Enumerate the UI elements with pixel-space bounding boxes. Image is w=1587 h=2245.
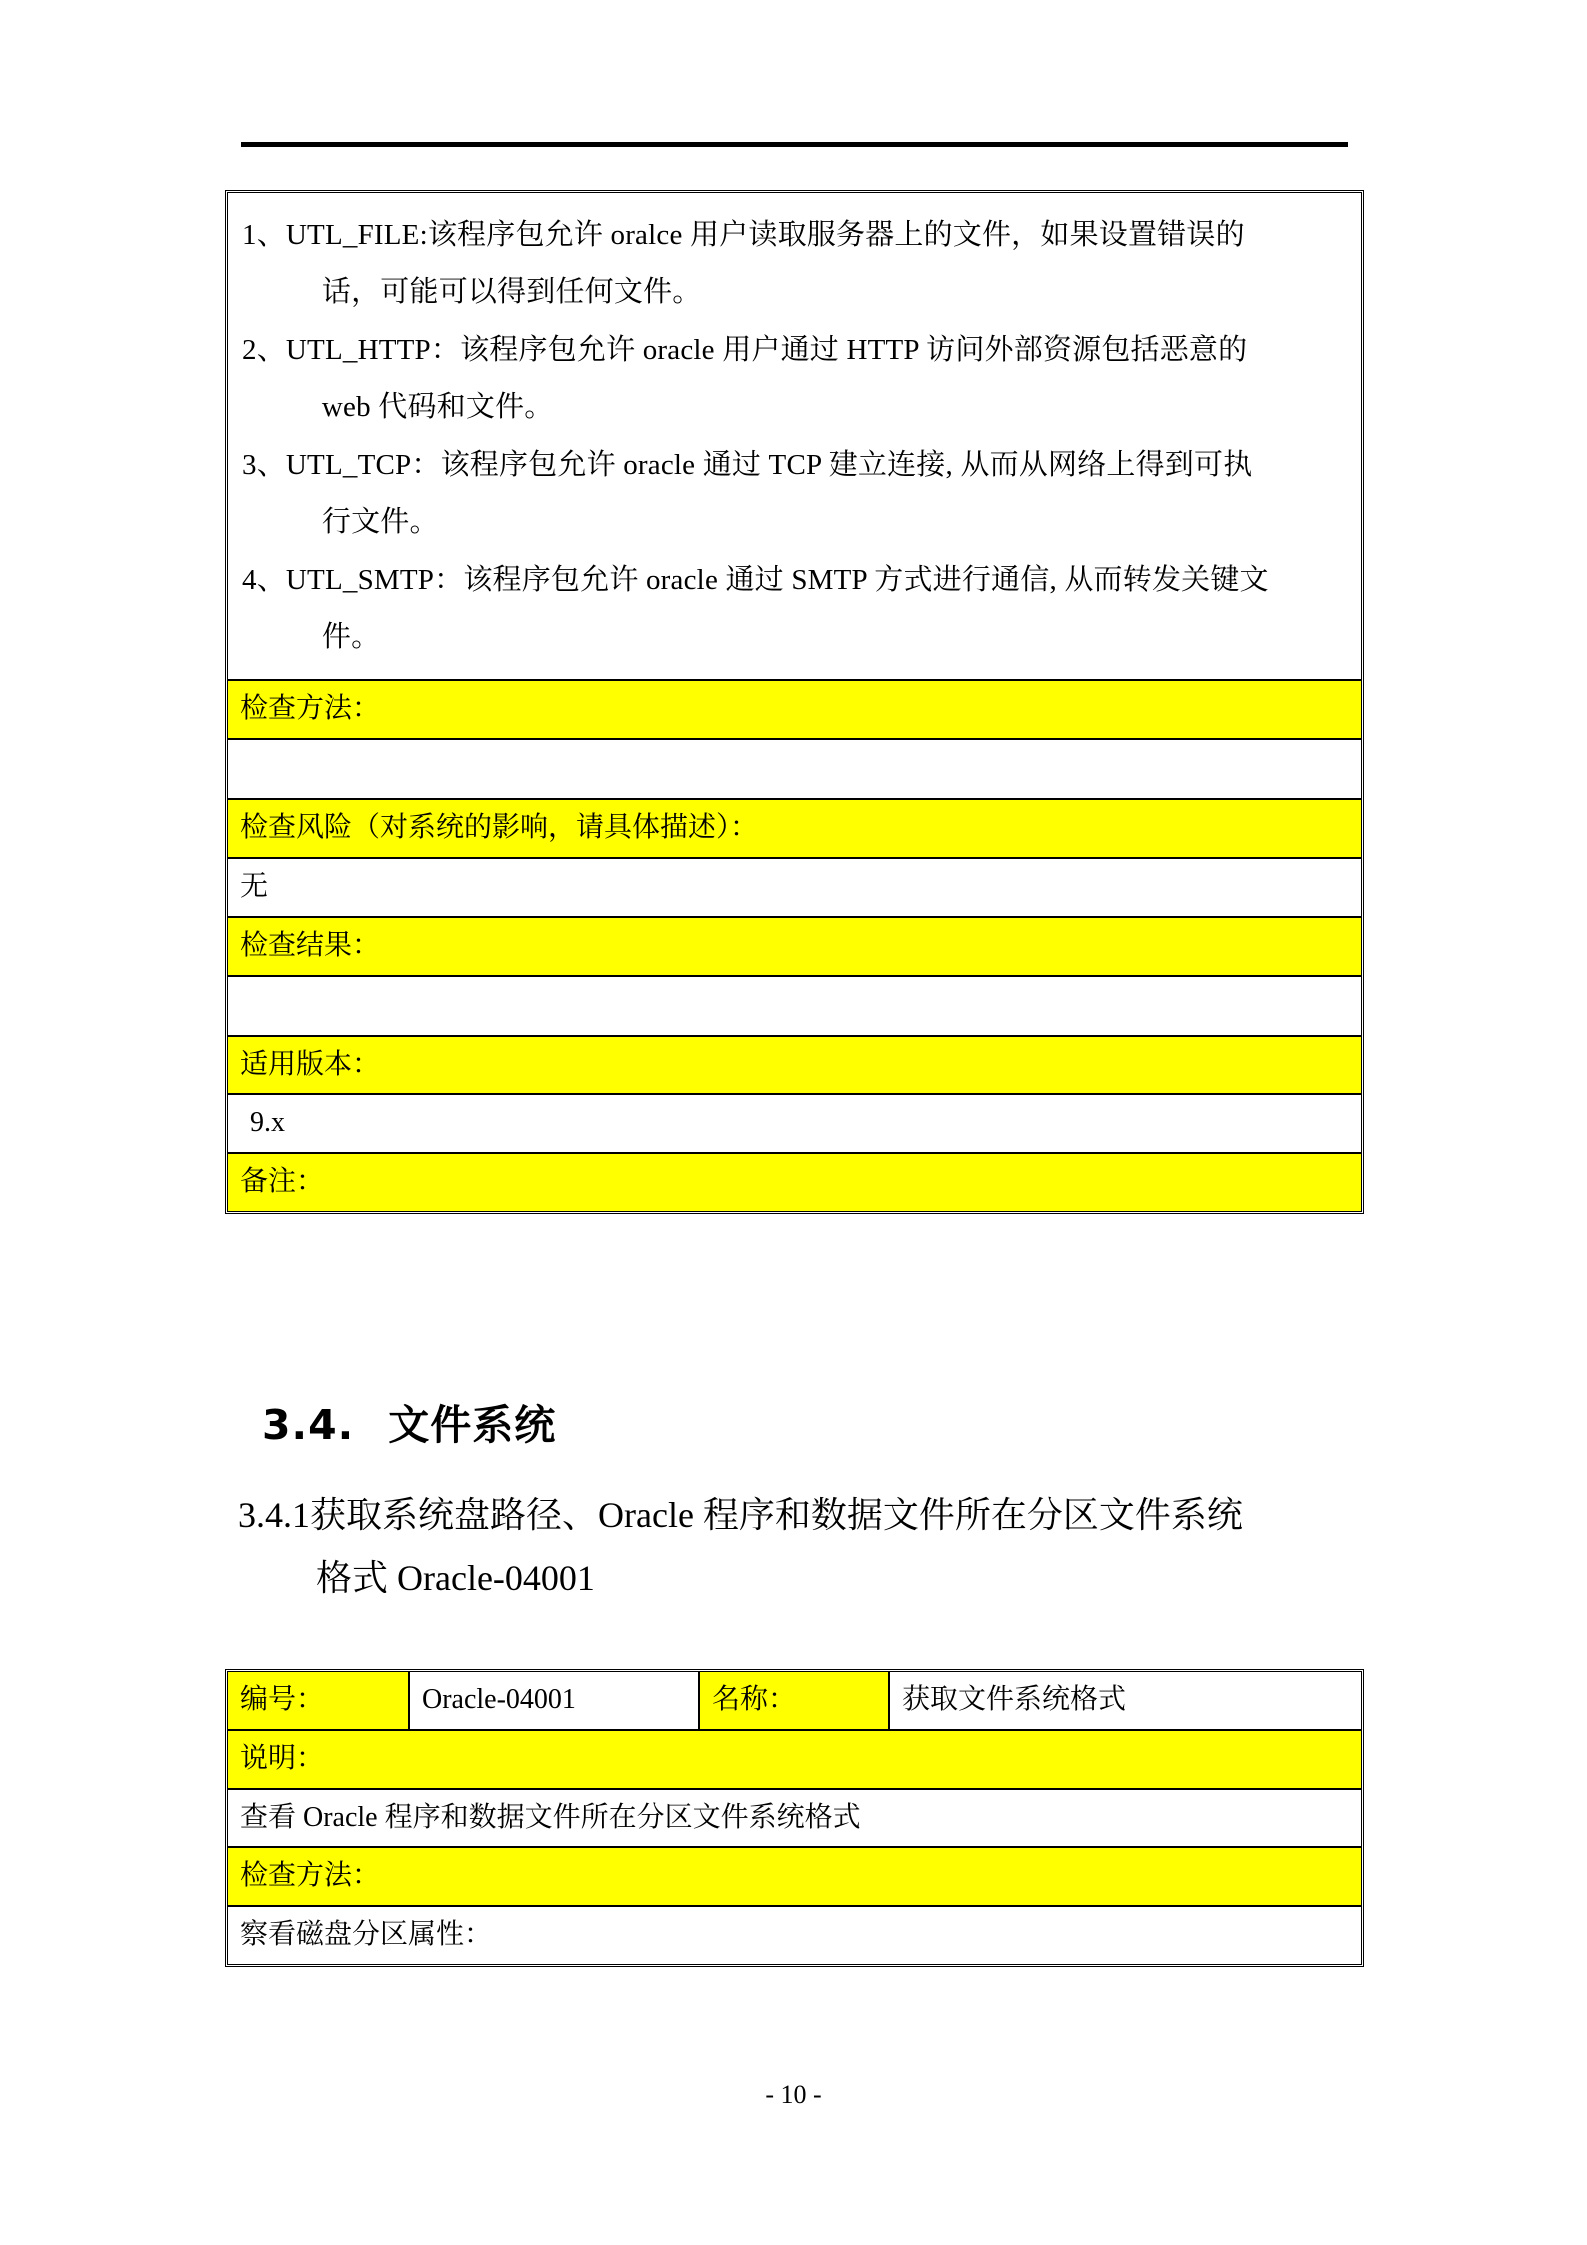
section-heading-number: 3.4. — [262, 1401, 355, 1449]
applicable-version-label: 适用版本： — [228, 1037, 1361, 1094]
subsection-heading — [238, 1484, 1368, 1610]
table-row — [228, 740, 1361, 800]
id-value[interactable]: Oracle-04001 — [410, 1672, 700, 1729]
list-item-body — [286, 552, 1347, 665]
table-row — [228, 1672, 1361, 1731]
check-risk-label: 检查风险（对系统的影响，请具体描述）： — [228, 800, 1361, 857]
list-item-line2: 件。 — [321, 620, 381, 653]
table-row — [228, 1154, 1361, 1211]
remark-label: 备注： — [228, 1154, 1361, 1211]
table-row — [228, 800, 1361, 859]
description-value[interactable]: 查看 Oracle 程序和数据文件所在分区文件系统格式 — [228, 1790, 1361, 1847]
list-item-marker: 4、 — [242, 564, 286, 597]
check-method-value[interactable]: 察看磁盘分区属性： — [228, 1907, 1361, 1964]
list-item-marker: 3、 — [242, 449, 286, 482]
list-item — [242, 437, 1347, 550]
check-method-label: 检查方法： — [228, 1848, 1361, 1905]
header-rule — [241, 142, 1348, 147]
check-risk-value[interactable]: 无 — [228, 859, 1361, 916]
table-row — [228, 1848, 1361, 1907]
list-item-line2: 行文件。 — [321, 505, 439, 538]
description-label: 说明： — [228, 1731, 1361, 1788]
utl-package-list — [228, 193, 1361, 679]
list-item-line2: 话，可能可以得到任何文件。 — [321, 275, 702, 308]
subsection-heading-line2: 格式 Oracle-04001 — [316, 1558, 595, 1598]
check-result-value[interactable] — [228, 977, 1361, 1035]
table-row — [228, 1037, 1361, 1096]
utl-package-table — [225, 190, 1364, 1214]
list-item-marker: 1、 — [242, 219, 286, 251]
list-item-body — [286, 322, 1347, 435]
id-label: 编号： — [228, 1672, 410, 1729]
table-row — [228, 1731, 1361, 1790]
list-item-line1: UTL_SMTP：该程序包允许 oracle 通过 SMTP 方式进行通信, 从而转发关键文 — [285, 564, 1269, 597]
check-result-label: 检查结果： — [228, 918, 1361, 975]
applicable-version-value[interactable]: 9.x — [228, 1095, 1361, 1152]
list-item-marker: 2、 — [242, 334, 286, 367]
table-row — [228, 1095, 1361, 1154]
list-item-line2: web 代码和文件。 — [321, 390, 554, 423]
filesystem-check-table — [225, 1669, 1364, 1967]
list-item-line1: UTL_FILE:该程序包允许 oralce 用户读取服务器上的文件，如果设置错误的 — [285, 219, 1245, 251]
name-label: 名称： — [700, 1672, 890, 1729]
subsection-heading-line1: 3.4.1获取系统盘路径、Oracle 程序和数据文件所在分区文件系统 — [238, 1495, 1243, 1535]
table-row — [228, 1790, 1361, 1849]
check-method-label: 检查方法： — [228, 681, 1361, 738]
list-item — [242, 552, 1347, 665]
list-item-body — [286, 207, 1347, 320]
list-item-body — [286, 437, 1347, 550]
table-row — [228, 859, 1361, 918]
section-heading — [262, 1392, 556, 1451]
check-method-value[interactable] — [228, 740, 1361, 798]
table-row — [228, 193, 1361, 681]
table-row — [228, 918, 1361, 977]
page-number: - 10 - — [765, 2080, 822, 2109]
table-row — [228, 1907, 1361, 1964]
table-row — [228, 681, 1361, 740]
list-item-line1: UTL_TCP：该程序包允许 oracle 通过 TCP 建立连接, 从而从网络上得到可执 — [285, 449, 1253, 482]
list-item-line1: UTL_HTTP：该程序包允许 oracle 用户通过 HTTP 访问外部资源包括恶意的 — [285, 334, 1248, 367]
table-row — [228, 977, 1361, 1037]
name-value[interactable]: 获取文件系统格式 — [890, 1672, 1361, 1729]
section-heading-title: 文件系统 — [388, 1401, 557, 1449]
list-item — [242, 207, 1347, 320]
list-item — [242, 322, 1347, 435]
